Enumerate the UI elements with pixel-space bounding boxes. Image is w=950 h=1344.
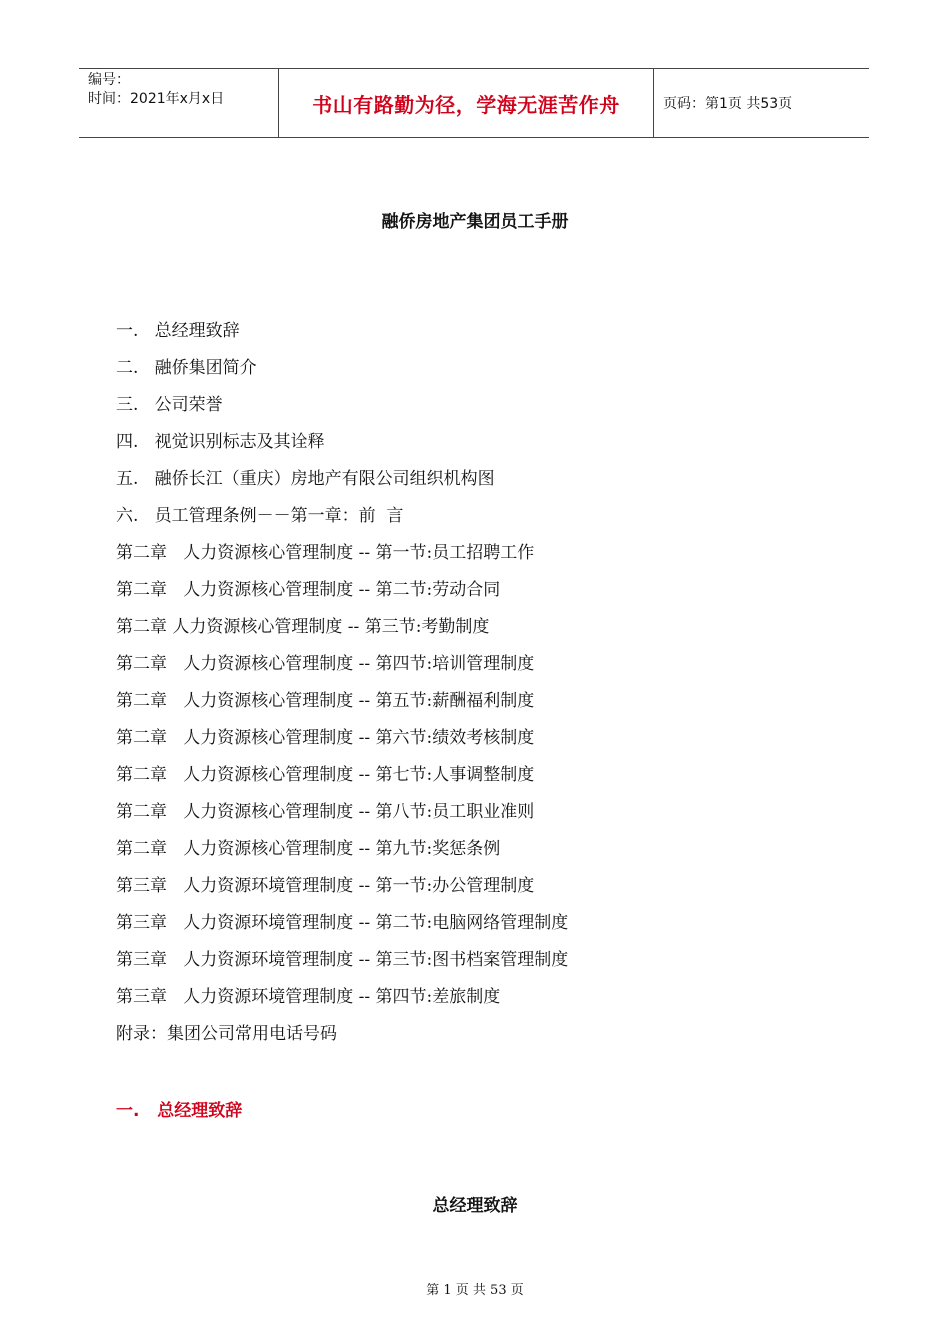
page-info: 页码：第1页 共53页 xyxy=(663,96,793,112)
toc-item: 二. 融侨集团简介 xyxy=(116,358,257,378)
toc-item: 第二章 人力资源核心管理制度 -- 第四节:培训管理制度 xyxy=(116,654,535,674)
toc-item: 附录：集团公司常用电话号码 xyxy=(116,1024,337,1044)
table-of-contents xyxy=(116,318,568,1058)
toc-item: 第二章 人力资源核心管理制度 -- 第八节:员工职业准则 xyxy=(116,802,535,822)
toc-item: 第三章 人力资源环境管理制度 -- 第二节:电脑网络管理制度 xyxy=(116,913,569,933)
document-title: 融侨房地产集团员工手册 xyxy=(381,212,569,232)
toc-item: 第二章 人力资源核心管理制度 -- 第一节:员工招聘工作 xyxy=(116,543,535,563)
toc-item: 六. 员工管理条例－－第一章：前 言 xyxy=(116,506,404,526)
toc-item: 第三章 人力资源环境管理制度 -- 第一节:办公管理制度 xyxy=(116,876,535,896)
toc-item: 第三章 人力资源环境管理制度 -- 第三节:图书档案管理制度 xyxy=(116,950,569,970)
toc-item: 第二章 人力资源核心管理制度 -- 第五节:薪酬福利制度 xyxy=(116,691,535,711)
toc-item: 第二章 人力资源核心管理制度 -- 第二节:劳动合同 xyxy=(116,580,501,600)
time-label: 时间：2021年x月x日 xyxy=(88,91,225,107)
toc-item: 第二章 人力资源核心管理制度 -- 第七节:人事调整制度 xyxy=(116,765,535,785)
toc-item: 一. 总经理致辞 xyxy=(116,321,240,341)
section-title: 总经理致辞 xyxy=(432,1196,518,1216)
number-label: 编号： xyxy=(88,72,130,88)
page-footer: 第 1 页 共 53 页 xyxy=(426,1283,524,1298)
toc-item: 第三章 人力资源环境管理制度 -- 第四节:差旅制度 xyxy=(116,987,501,1007)
header-table xyxy=(79,68,869,138)
toc-item: 第二章 人力资源核心管理制度 -- 第六节:绩效考核制度 xyxy=(116,728,535,748)
toc-item: 第二章 人力资源核心管理制度 -- 第九节:奖惩条例 xyxy=(116,839,501,859)
toc-item: 四. 视觉识别标志及其诠释 xyxy=(116,432,325,452)
toc-item: 第二章 人力资源核心管理制度 -- 第三节:考勤制度 xyxy=(116,617,490,637)
toc-item: 五. 融侨长江（重庆）房地产有限公司组织机构图 xyxy=(116,469,495,489)
motto: 书山有路勤为径，学海无涯苦作舟 xyxy=(279,69,654,137)
header-meta-cell xyxy=(79,69,279,137)
toc-item: 三. 公司荣誉 xyxy=(116,395,223,415)
section-heading: 一. 总经理致辞 xyxy=(116,1101,243,1121)
